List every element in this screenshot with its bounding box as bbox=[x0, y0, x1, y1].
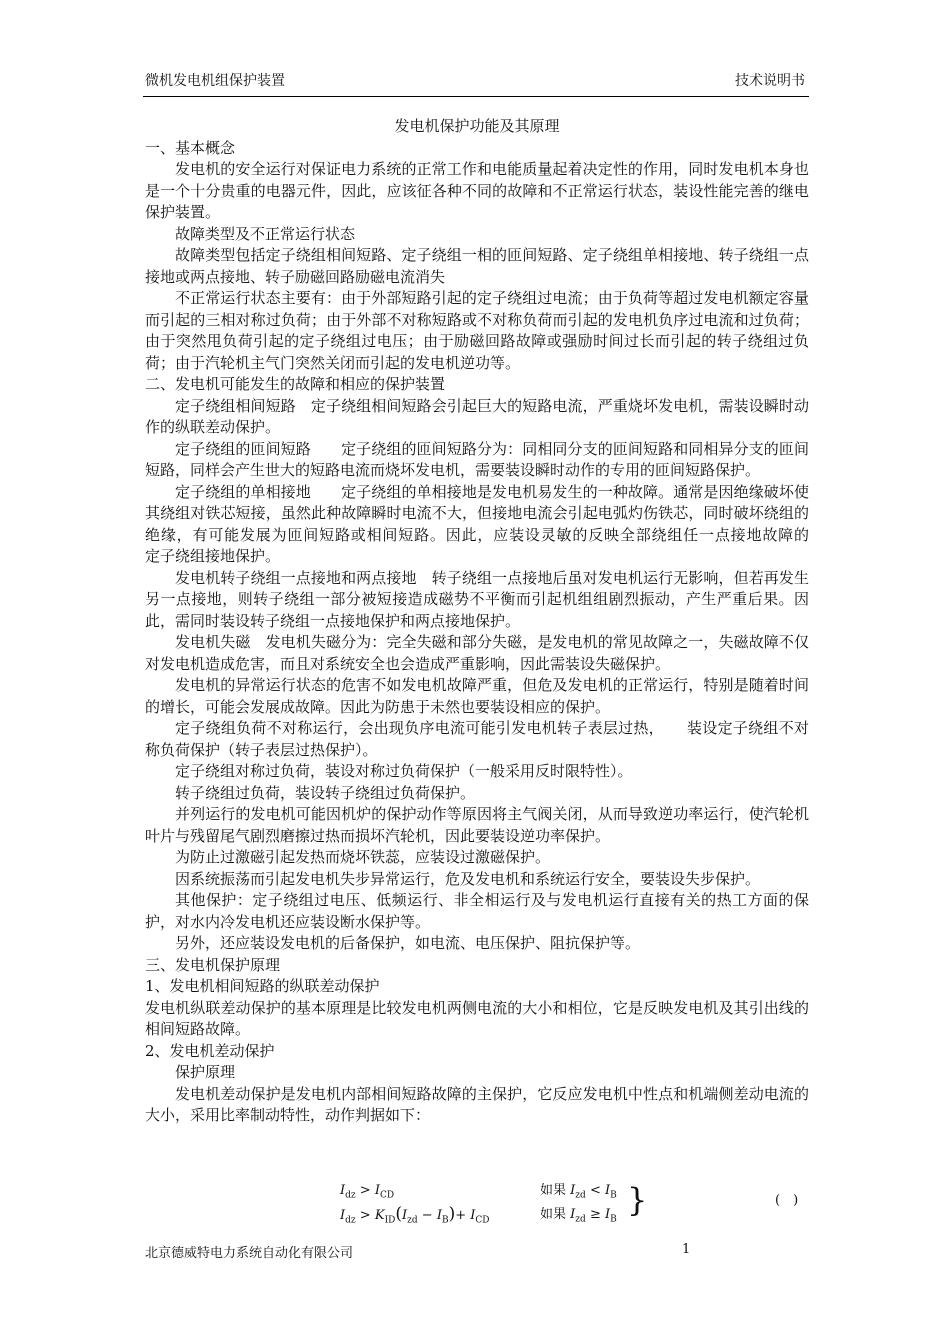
paragraph: 其他保护：定子绕组过电压、低频运行、非全相运行及与发电机运行直接有关的热工方面的保护，对水内冷发电机还应装设断水保护等。 bbox=[145, 891, 809, 931]
paragraph: 为防止过激磁引起发热而烧坏铁蕊，应装设过激磁保护。 bbox=[175, 848, 551, 866]
paragraph: 定子绕组的单相接地 定子绕组的单相接地是发电机易发生的一种故障。通常是因绝缘破坏使其绕组对铁芯短接，虽然此种故障瞬时电流不大，但接地电流会引起电弧灼伤铁芯，同时破坏绕组的绝缘，有可能发展为匝间短路或相间短路。因此，应装设灵敏的反映全部绕组任一点接地故障的 定子绕组接地保护。 bbox=[145, 482, 840, 565]
main-content bbox=[145, 116, 840, 1226]
header-doc-title: 微机发电机组保护装置 bbox=[145, 73, 285, 89]
paragraph: 发电机转子绕组一点接地和两点接地 转子绕组一点接地后虽对发电机运行无影响，但若再发生另一点接地，则转子绕组一部分被短接造成磁势不平衡而引起机组组剧烈振动，产生严重后果。因此，需同时装设转子绕组一点接地保护和两点接地保护。 bbox=[145, 568, 809, 630]
section-title: 发电机保护功能及其原理 bbox=[394, 117, 560, 135]
paragraph: 发电机失磁 发电机失磁分为：完全失磁和部分失磁，是发电机的常见故障之一，失磁故障不仅对发电机造成危害，而且对系统安全也会造成严重影响，因此需装设失磁保护。 bbox=[145, 633, 809, 673]
paragraph: 发电机纵联差动保护的基本原理是比较发电机两侧电流的大小和相位，它是反映发电机及其引出线的相间短路故障。 bbox=[145, 998, 809, 1038]
paragraph: 并列运行的发电机可能因机炉的保护动作等原因将主气阀关闭，从而导致逆功率运行，使汽轮机叶片与残留尾气剧烈磨擦过热而损坏汽轮机，因此要装设逆功率保护。 bbox=[145, 805, 809, 845]
paragraph: 二、发电机可能发生的故障和相应的保护装置 bbox=[145, 375, 446, 393]
paragraph: 定子绕组对称过负荷，装设对称过负荷保护（一般采用反时限特性）。 bbox=[175, 762, 633, 780]
paragraph: 发电机的异常运行状态的危害不如发电机故障严重，但危及发电机的正常运行，特别是随着时间的增长，可能会发展成故障。因此为防患于未然也要装设相应的保护。 bbox=[145, 676, 809, 716]
paragraph: 定子绕组的匝间短路 定子绕组的匝间短路分为：同相同分支的匝间短路和同相异分支的匝间短路，同样会产生世大的短路电流而烧坏发电机，需要装设瞬时动作的专用的匝间短路保护。 bbox=[145, 439, 809, 479]
footer-page-number: 1 bbox=[682, 1242, 691, 1257]
formula-condition-2: 如果 $I_{zd} \ge I_B$ bbox=[540, 1207, 617, 1225]
formula-line-2: $I_{dz} > K_{ID}(I_{zd} - I_B)+ I_{CD}$ bbox=[340, 1204, 490, 1226]
paragraph: 发电机差动保护是发电机内部相间短路故障的主保护，它反应发电机中性点和机端侧差动电流的大小，采用比率制动特性，动作判据如下： bbox=[145, 1084, 809, 1124]
header-doc-type: 技术说明书 bbox=[735, 73, 805, 89]
formula-brace: } bbox=[627, 1181, 648, 1219]
formula-line-1: $I_{dz} > I_{CD}$ bbox=[340, 1183, 395, 1201]
paragraph: 三、发电机保护原理 bbox=[145, 955, 281, 974]
paragraph: 因系统振荡而引起发电机失步异常运行，危及发电机和系统运行安全，要装设失步保护。 bbox=[175, 869, 761, 888]
paragraph-list bbox=[145, 138, 840, 1127]
paragraph: 故障类型及不正常运行状态 bbox=[175, 224, 356, 243]
paragraph: 定子绕组相间短路 定子绕组相间短路会引起巨大的短路电流，严重烧坏发电机，需装设瞬时动作的纵联差动保护。 bbox=[145, 396, 809, 436]
paragraph: 一、基本概念 bbox=[145, 138, 236, 157]
formula-condition-1: 如果 $I_{zd} < I_B$ bbox=[540, 1183, 617, 1201]
paragraph: 1、发电机相间短路的纵联差动保护 bbox=[145, 977, 380, 995]
paragraph: 发电机的安全运行对保证电力系统的正常工作和电能质量起着决定性的作用，同时发电机本身也是一个十分贵重的电器元件，因此，应该征各种不同的故障和不正常运行状态，装设性能完善的继电保护装置。 bbox=[145, 160, 809, 221]
paragraph: 另外，还应装设发电机的后备保护，如电流、电压保护、阻抗保护等。 bbox=[175, 934, 641, 952]
paragraph: 转子绕组过负荷，装设转子绕组过负荷保护。 bbox=[175, 783, 476, 802]
equation-number: ( ) bbox=[775, 1193, 799, 1208]
paragraph: 保护原理 bbox=[175, 1063, 236, 1081]
paragraph: 定子绕组负荷不对称运行，会出现负序电流可能引发电机转子表层过热， 装设定子绕组不对称负荷保护（转子表层过热保护）。 bbox=[145, 719, 809, 759]
paragraph: 不正常运行状态主要有：由于外部短路引起的定子绕组过电流；由于负荷等超过发电机额定容量而引起的三相对称过负荷；由于外部不对称短路或不对称负荷而引起的发电机负序过电流和过负荷；由于突然甩负荷引起的定子绕组过电压；由于励磁回路故障或强励时间过长而引起的转子绕组过负荷；由于汽轮机主气门突然关闭而引起的发电机逆功等。 bbox=[145, 289, 809, 372]
criterion-formula bbox=[145, 1176, 809, 1236]
paragraph: 2、发电机差动保护 bbox=[145, 1041, 275, 1060]
header-divider bbox=[143, 96, 809, 97]
paragraph: 故障类型包括定子绕组相间短路、定子绕组一相的匝间短路、定子绕组单相接地、转子绕组一点接地或两点接地、转子励磁回路励磁电流消失 bbox=[145, 246, 809, 286]
footer-company: 北京德威特电力系统自动化有限公司 bbox=[145, 1246, 354, 1261]
